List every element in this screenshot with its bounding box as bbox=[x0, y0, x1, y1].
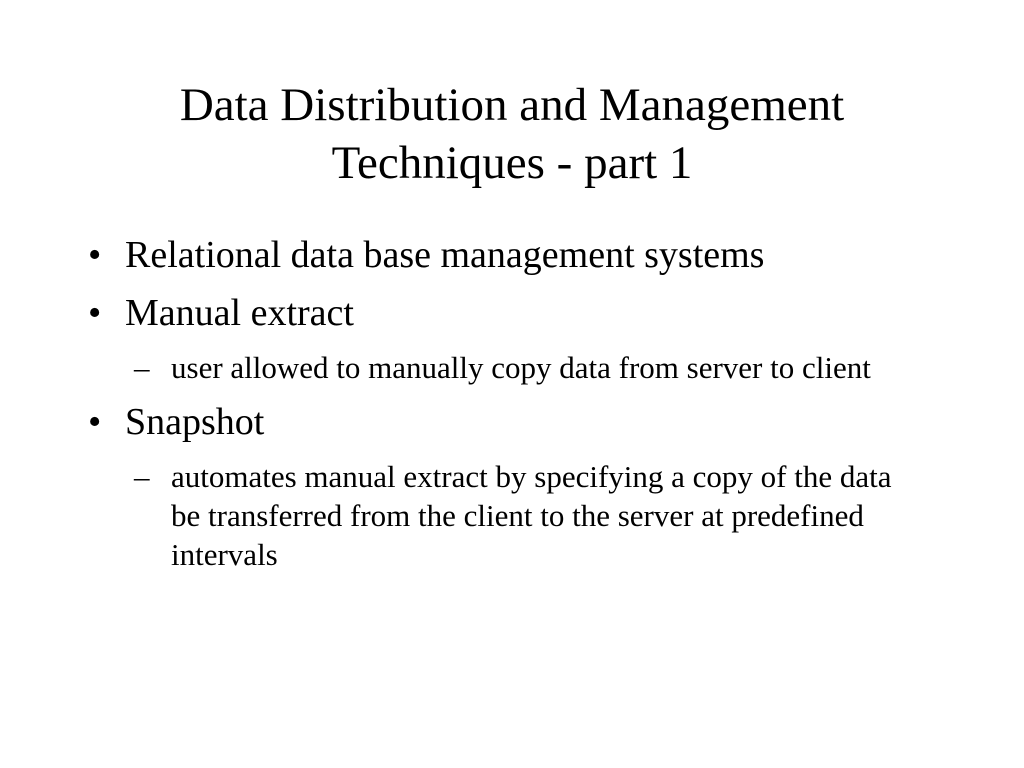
bullet-item bbox=[88, 290, 958, 336]
slide-title-line-1: Data Distribution and Management bbox=[179, 79, 845, 131]
slide-title-line-2: Techniques - part 1 bbox=[331, 137, 693, 189]
dash-icon: – bbox=[134, 459, 150, 494]
slide-title bbox=[60, 76, 964, 192]
sub-bullet-item bbox=[134, 457, 911, 574]
slide-body bbox=[88, 232, 958, 586]
bullet-text: Manual extract bbox=[125, 292, 354, 334]
dash-icon: – bbox=[134, 350, 150, 385]
bullet-item bbox=[88, 399, 958, 445]
bullet-item bbox=[88, 232, 958, 278]
bullet-text: Relational data base management systems bbox=[125, 234, 765, 276]
bullet-icon: • bbox=[88, 401, 102, 443]
bullet-icon: • bbox=[88, 234, 102, 276]
sub-bullet-item bbox=[134, 348, 911, 387]
bullet-text: Snapshot bbox=[125, 401, 265, 443]
bullet-icon: • bbox=[88, 292, 102, 334]
sub-bullet-text: user allowed to manually copy data from server to client bbox=[171, 350, 871, 385]
sub-bullet-text: automates manual extract by specifying a copy of the data be transferred from the client to the server at predefined intervals bbox=[171, 459, 892, 572]
